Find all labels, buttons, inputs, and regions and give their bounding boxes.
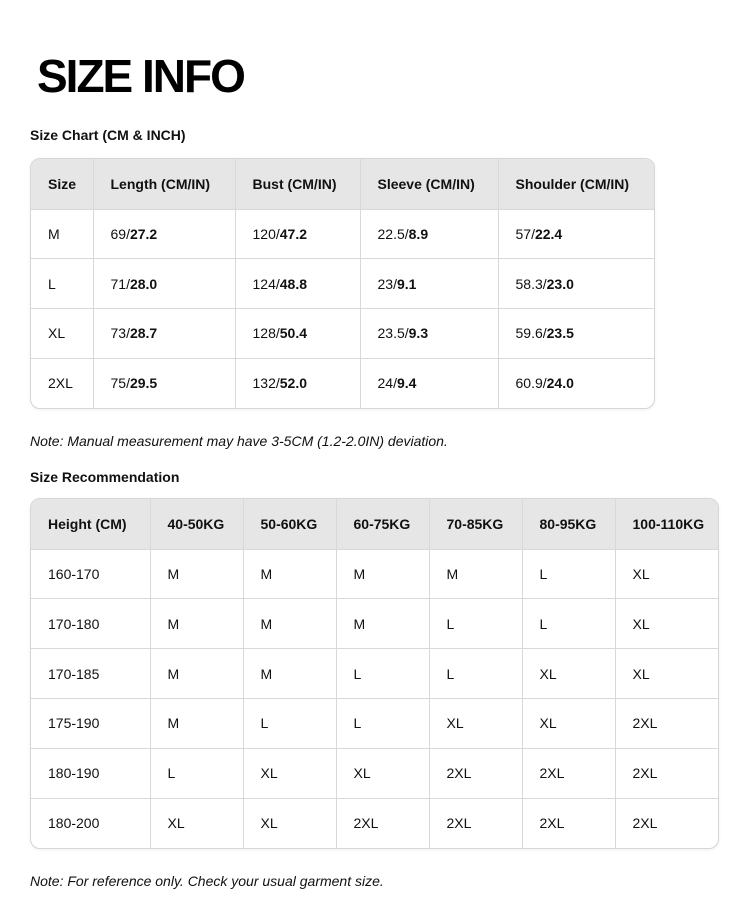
inch-value: 23.0: [546, 275, 574, 292]
height-cell: 175-190: [31, 698, 150, 748]
size-cell: 2XL: [522, 798, 615, 848]
size-cell: L: [31, 259, 93, 309]
header-weight: 60-75KG: [336, 499, 429, 549]
header-weight: 100-110KG: [615, 499, 718, 549]
page-title: SIZE INFO: [37, 50, 244, 102]
inch-value: 52.0: [279, 375, 307, 392]
size-cell: 2XL: [615, 698, 718, 748]
cm-value: 22.5/: [377, 225, 409, 242]
size-cell: XL: [615, 549, 718, 599]
bust-cell: [235, 209, 360, 259]
cm-value: 128/: [252, 325, 280, 342]
size-cell: XL: [615, 649, 718, 699]
length-cell: [93, 358, 235, 408]
size-cell: M: [336, 549, 429, 599]
size-cell: 2XL: [615, 748, 718, 798]
inch-value: 27.2: [129, 225, 158, 242]
cm-value: 57/: [515, 225, 535, 242]
size-cell: 2XL: [31, 358, 93, 408]
size-cell: L: [336, 698, 429, 748]
size-cell: M: [243, 549, 336, 599]
size-cell: 2XL: [429, 748, 522, 798]
size-cell: L: [429, 599, 522, 649]
inch-value: 48.8: [279, 275, 307, 292]
size-cell: M: [150, 698, 243, 748]
cm-value: 120/: [252, 225, 280, 242]
header-weight: 50-60KG: [243, 499, 336, 549]
size-chart-note: Note: Manual measurement may have 3-5CM (1.2-2.0IN) deviation.: [30, 433, 448, 449]
table-row: [31, 259, 654, 309]
inch-value: 9.1: [396, 275, 417, 292]
cm-value: 24/: [377, 375, 397, 392]
inch-value: 29.5: [129, 375, 158, 392]
height-cell: 170-185: [31, 649, 150, 699]
cm-value: 23.5/: [377, 325, 409, 342]
cm-value: 132/: [252, 375, 280, 392]
size-chart-table: [30, 158, 655, 409]
shoulder-cell: [498, 259, 654, 309]
size-cell: M: [150, 599, 243, 649]
bust-cell: [235, 259, 360, 309]
bust-cell: [235, 358, 360, 408]
cm-value: 58.3/: [515, 275, 547, 292]
size-cell: 2XL: [632, 815, 658, 832]
sleeve-cell: [360, 209, 498, 259]
inch-value: 50.4: [279, 325, 307, 342]
length-cell: [93, 259, 235, 309]
header-height: Height (CM): [31, 499, 150, 549]
size-cell: M: [150, 649, 243, 699]
size-cell: L: [243, 698, 336, 748]
header-weight: 80-95KG: [522, 499, 615, 549]
size-chart-header-shoulder: Shoulder (CM/IN): [498, 159, 654, 209]
table-row: [31, 358, 654, 408]
inch-value: 22.4: [534, 225, 563, 242]
table-row: [31, 309, 654, 359]
size-cell: M: [150, 549, 243, 599]
bust-cell: [235, 309, 360, 359]
shoulder-cell: [498, 309, 654, 359]
table-row: [31, 599, 718, 649]
size-cell: 2XL: [429, 798, 522, 848]
size-cell: XL: [150, 798, 243, 848]
size-cell: XL: [336, 748, 429, 798]
size-chart-header-row: [31, 159, 654, 209]
shoulder-cell: [498, 358, 654, 408]
size-cell: 2XL: [336, 798, 429, 848]
size-chart-header-length: Length (CM/IN): [93, 159, 235, 209]
size-cell: XL: [243, 748, 336, 798]
size-chart-label: Size Chart (CM & INCH): [30, 127, 186, 143]
header-weight: 40-50KG: [150, 499, 243, 549]
cm-value: 73/: [110, 325, 130, 342]
cm-value: 124/: [252, 275, 280, 292]
size-cell: L: [336, 649, 429, 699]
size-recommendation-header-row: [31, 499, 718, 549]
cm-value: 71/: [110, 275, 130, 292]
size-cell: L: [429, 649, 522, 699]
size-chart-header-sleeve: Sleeve (CM/IN): [360, 159, 498, 209]
inch-value: 23.5: [546, 325, 574, 342]
shoulder-cell: [498, 209, 654, 259]
size-chart-header-bust: Bust (CM/IN): [235, 159, 360, 209]
table-row: [31, 549, 718, 599]
size-recommendation-note: Note: For reference only. Check your usual garment size.: [30, 873, 384, 889]
length-cell: [93, 209, 235, 259]
size-cell: M: [31, 209, 93, 259]
cm-value: 23/: [377, 275, 397, 292]
size-cell: M: [243, 649, 336, 699]
inch-value: 24.0: [546, 375, 574, 392]
cm-value: 59.6/: [515, 325, 547, 342]
sleeve-cell: [360, 309, 498, 359]
height-cell: 180-200: [31, 798, 150, 848]
size-cell: L: [522, 599, 615, 649]
size-recommendation-table: [30, 498, 719, 849]
inch-value: 9.4: [396, 375, 417, 392]
inch-value: 8.9: [408, 225, 429, 242]
size-recommendation-label: Size Recommendation: [30, 469, 180, 485]
size-cell: XL: [522, 698, 615, 748]
size-cell: XL: [243, 798, 336, 848]
size-cell: M: [243, 599, 336, 649]
size-cell: 2XL: [522, 748, 615, 798]
inch-value: 28.0: [129, 275, 158, 292]
inch-value: 47.2: [279, 225, 307, 242]
cm-value: 60.9/: [515, 375, 547, 392]
cm-value: 75/: [110, 375, 130, 392]
inch-value: 28.7: [129, 325, 158, 342]
table-row: [31, 649, 718, 699]
table-row: [31, 698, 718, 748]
size-cell: XL: [31, 309, 93, 359]
length-cell: [93, 309, 235, 359]
table-row: [31, 748, 718, 798]
inch-value: 9.3: [408, 325, 429, 342]
cm-value: 69/: [110, 225, 130, 242]
sleeve-cell: [360, 259, 498, 309]
size-cell: L: [150, 748, 243, 798]
height-cell: 180-190: [31, 748, 150, 798]
size-cell: XL: [522, 649, 615, 699]
header-weight: 70-85KG: [429, 499, 522, 549]
height-cell: 170-180: [31, 599, 150, 649]
size-chart-header-size: Size: [31, 159, 93, 209]
size-cell: M: [429, 549, 522, 599]
table-row: [31, 798, 718, 848]
height-cell: 160-170: [31, 549, 150, 599]
size-cell: M: [336, 599, 429, 649]
table-row: [31, 209, 654, 259]
sleeve-cell: [360, 358, 498, 408]
size-cell: L: [522, 549, 615, 599]
size-cell: XL: [429, 698, 522, 748]
size-cell: XL: [615, 599, 718, 649]
